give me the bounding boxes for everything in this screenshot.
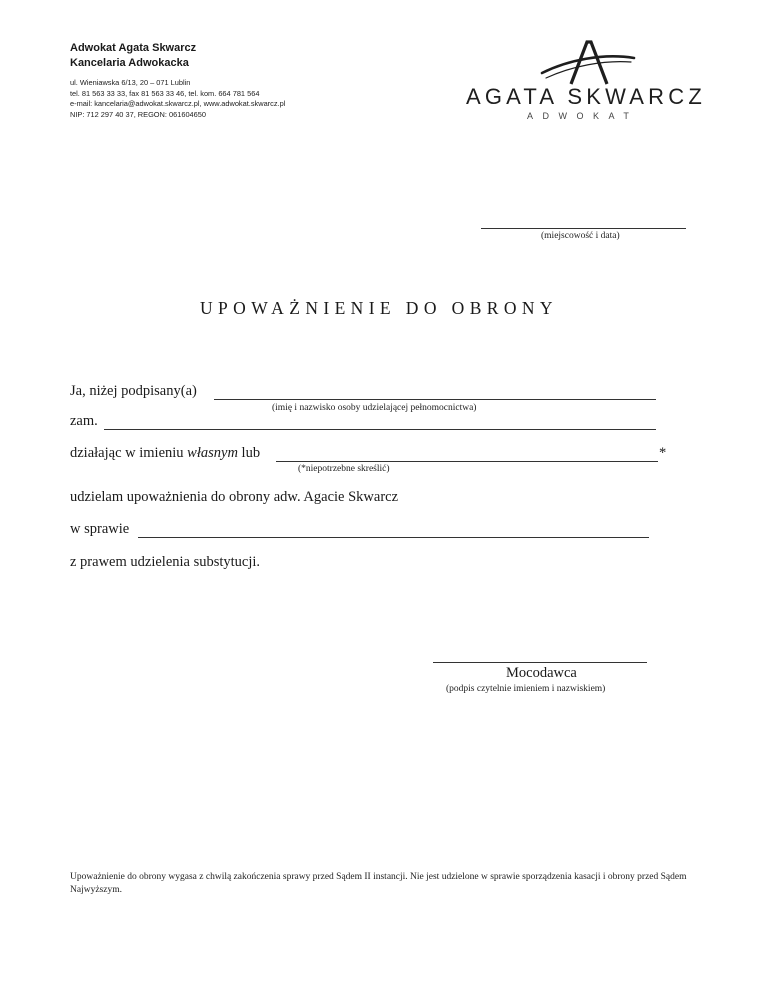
case-label: w sprawie (70, 521, 130, 537)
signer-caption: (imię i nazwisko osoby udzielającej pełnomocnictwa) (272, 403, 477, 413)
logo-a-icon (538, 38, 638, 86)
case-line[interactable] (138, 537, 649, 538)
document-title: UPOWAŻNIENIE DO OBRONY (200, 298, 558, 318)
signature-caption: (podpis czytelnie imieniem i nazwiskiem) (446, 684, 606, 694)
office-address: ul. Wieniawska 6/13, 20 – 071 Lublin (70, 78, 191, 87)
office-name (70, 41, 196, 71)
acting-line[interactable] (276, 461, 658, 462)
office-contact (70, 78, 285, 120)
logo-subtitle: ADWOKAT (527, 111, 639, 121)
acting-caption: (*niepotrzebne skreślić) (298, 464, 390, 474)
signer-label: Ja, niżej podpisany(a) (70, 383, 197, 399)
office-ids: NIP: 712 297 40 37, REGON: 061604650 (70, 109, 206, 119)
place-date-line[interactable] (481, 228, 686, 229)
acting-label-start: działając w imieniu (70, 445, 184, 461)
address-label: zam. (70, 413, 98, 429)
acting-asterisk: * (659, 445, 667, 461)
grant-text: udzielam upoważnienia do obrony adw. Agacie Skwarcz (70, 489, 399, 505)
address-line[interactable] (104, 429, 656, 430)
substitution-text: z prawem udzielenia substytucji. (70, 554, 261, 570)
office-email: e-mail: kancelaria@adwokat.skwarcz.pl, www.adwokat.skwarcz.pl (70, 99, 286, 108)
acting-label-end: lub (241, 445, 261, 461)
place-date-caption: (miejscowość i data) (541, 231, 620, 241)
lawyer-name: Adwokat Agata Skwarcz (70, 42, 197, 54)
office-type: Kancelaria Adwokacka (70, 57, 189, 69)
footer-note: Upoważnienie do obrony wygasa z chwilą zakończenia sprawy przed Sądem II instancji. Nie jest udzielone w sprawie sporządzenia kasacji i obrony przed Sądem Najwyższym. (70, 872, 687, 895)
signature-label: Mocodawca (506, 665, 577, 681)
acting-label-italic: własnym (187, 445, 238, 461)
logo-name: AGATA SKWARCZ (466, 84, 706, 109)
acting-label (70, 445, 260, 462)
signature-line[interactable] (433, 662, 647, 663)
office-phone: tel. 81 563 33 33, fax 81 563 33 46, tel. kom. 664 781 564 (70, 88, 260, 98)
signer-name-line[interactable] (214, 399, 656, 400)
